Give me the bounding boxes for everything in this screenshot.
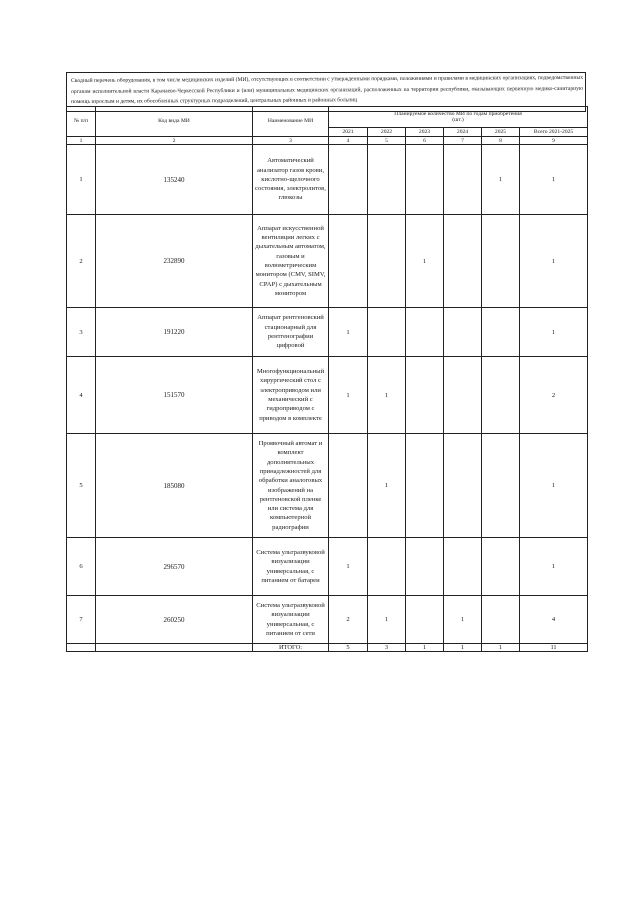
col-number: 5 — [368, 137, 406, 145]
row-name: Автоматический анализатор газов крови, кислотно-щелочного состояния, электролитов, глюкозы — [253, 145, 329, 215]
row-2025 — [482, 215, 520, 308]
col-header-year: 2025 — [482, 128, 520, 137]
row-total: 1 — [520, 434, 588, 538]
row-2025 — [482, 434, 520, 538]
table-row — [67, 596, 588, 644]
total-2023: 1 — [406, 644, 444, 652]
col-number: 8 — [482, 137, 520, 145]
row-2021: 1 — [329, 357, 368, 434]
row-2024 — [444, 308, 482, 357]
planned-label: Планируемое количество МИ по годам приобретения — [394, 110, 522, 117]
row-2025 — [482, 538, 520, 596]
row-2021: 1 — [329, 538, 368, 596]
unit-label: (шт.) — [452, 117, 464, 123]
row-2023 — [406, 308, 444, 357]
row-2023 — [406, 145, 444, 215]
row-2022: 1 — [368, 596, 406, 644]
row-code: 151570 — [96, 357, 253, 434]
row-2023 — [406, 538, 444, 596]
row-name: Система ультразвуковой визуализации универсальная, с питанием от батареи — [253, 538, 329, 596]
table-row — [67, 145, 588, 215]
row-2023 — [406, 357, 444, 434]
row-num: 3 — [67, 308, 96, 357]
row-2024: 1 — [444, 596, 482, 644]
total-empty — [67, 644, 96, 652]
row-num: 7 — [67, 596, 96, 644]
col-header-year: 2021 — [329, 128, 368, 137]
row-name: Аппарат искусственной вентиляции легких с дыхательным автоматом, газовым и волюметрическим монитором (CMV, SIMV, CPAP) с дыхательным монитором — [253, 215, 329, 308]
row-num: 1 — [67, 145, 96, 215]
table-row — [67, 538, 588, 596]
total-2024: 1 — [444, 644, 482, 652]
col-number: 4 — [329, 137, 368, 145]
col-header-year: 2022 — [368, 128, 406, 137]
row-2025 — [482, 308, 520, 357]
table-row — [67, 308, 588, 357]
row-code: 296570 — [96, 538, 253, 596]
row-2023: 1 — [406, 215, 444, 308]
total-all: 11 — [520, 644, 588, 652]
col-number: 7 — [444, 137, 482, 145]
row-2021 — [329, 215, 368, 308]
row-name: Многофункциональный хирургический стол с электроприводом или механический с гидроприводом с приводом в комплекте — [253, 357, 329, 434]
row-code: 260250 — [96, 596, 253, 644]
row-num: 4 — [67, 357, 96, 434]
row-2024 — [444, 145, 482, 215]
row-2024 — [444, 538, 482, 596]
row-num: 6 — [67, 538, 96, 596]
row-2023 — [406, 434, 444, 538]
row-2024 — [444, 215, 482, 308]
row-2022 — [368, 145, 406, 215]
col-header-code: Код вида МИ — [96, 107, 253, 137]
row-2022: 1 — [368, 434, 406, 538]
row-code: 185080 — [96, 434, 253, 538]
table-row — [67, 215, 588, 308]
col-number: 6 — [406, 137, 444, 145]
row-total: 4 — [520, 596, 588, 644]
row-2024 — [444, 357, 482, 434]
row-code: 135240 — [96, 145, 253, 215]
row-2025: 1 — [482, 145, 520, 215]
row-total: 1 — [520, 538, 588, 596]
col-number: 3 — [253, 137, 329, 145]
col-header-planned — [329, 107, 588, 128]
row-2022: 1 — [368, 357, 406, 434]
row-2021 — [329, 145, 368, 215]
column-number-row — [67, 137, 588, 145]
row-total: 1 — [520, 215, 588, 308]
col-number: 1 — [67, 137, 96, 145]
row-2022 — [368, 538, 406, 596]
row-total: 2 — [520, 357, 588, 434]
row-2023 — [406, 596, 444, 644]
row-2022 — [368, 215, 406, 308]
equipment-table — [66, 106, 588, 652]
row-name: Система ультразвуковой визуализации универсальная, с питанием от сети — [253, 596, 329, 644]
total-row — [67, 644, 588, 652]
row-name: Проявочный автомат и комплект дополнительных принадлежностей для обработки аналоговых изображений на рентгеновской пленке или система для компьютерной радиографии — [253, 434, 329, 538]
header-text: Сводный перечень оборудования, в том числе медицинских изделий (МИ), отсутствующих в соответствии с утвержденными порядками, положениями и правилами в медицинских организациях, подведомственных органам исполнительной власти Карачаево-Черкесской Республики и (или) муниципальных медицинских организаций, расположенных на территории республики, оказывающих первичную медико-санитарную помощь взрослым и детям, их обособленных структурных подразделений, центральных районных и районных больниц — [71, 74, 584, 105]
total-2022: 3 — [368, 644, 406, 652]
row-total: 1 — [520, 308, 588, 357]
row-num: 5 — [67, 434, 96, 538]
table-row — [67, 357, 588, 434]
row-2021 — [329, 434, 368, 538]
row-num: 2 — [67, 215, 96, 308]
row-2021: 2 — [329, 596, 368, 644]
total-label: ИТОГО: — [253, 644, 329, 652]
row-code: 191220 — [96, 308, 253, 357]
col-header-total: Всего 2021-2025 — [520, 128, 588, 137]
col-number: 9 — [520, 137, 588, 145]
col-number: 2 — [96, 137, 253, 145]
row-2022 — [368, 308, 406, 357]
row-2025 — [482, 596, 520, 644]
col-header-name: Наименование МИ — [253, 107, 329, 137]
row-2024 — [444, 434, 482, 538]
row-2025 — [482, 357, 520, 434]
row-name: Аппарат рентгеновский стационарный для рентгенографии цифровой — [253, 308, 329, 357]
col-header-num: № п/п — [67, 107, 96, 137]
col-header-year: 2023 — [406, 128, 444, 137]
row-2021: 1 — [329, 308, 368, 357]
total-2021: 5 — [329, 644, 368, 652]
total-empty — [96, 644, 253, 652]
col-header-year: 2024 — [444, 128, 482, 137]
row-code: 232890 — [96, 215, 253, 308]
table-row — [67, 434, 588, 538]
total-2025: 1 — [482, 644, 520, 652]
row-total: 1 — [520, 145, 588, 215]
